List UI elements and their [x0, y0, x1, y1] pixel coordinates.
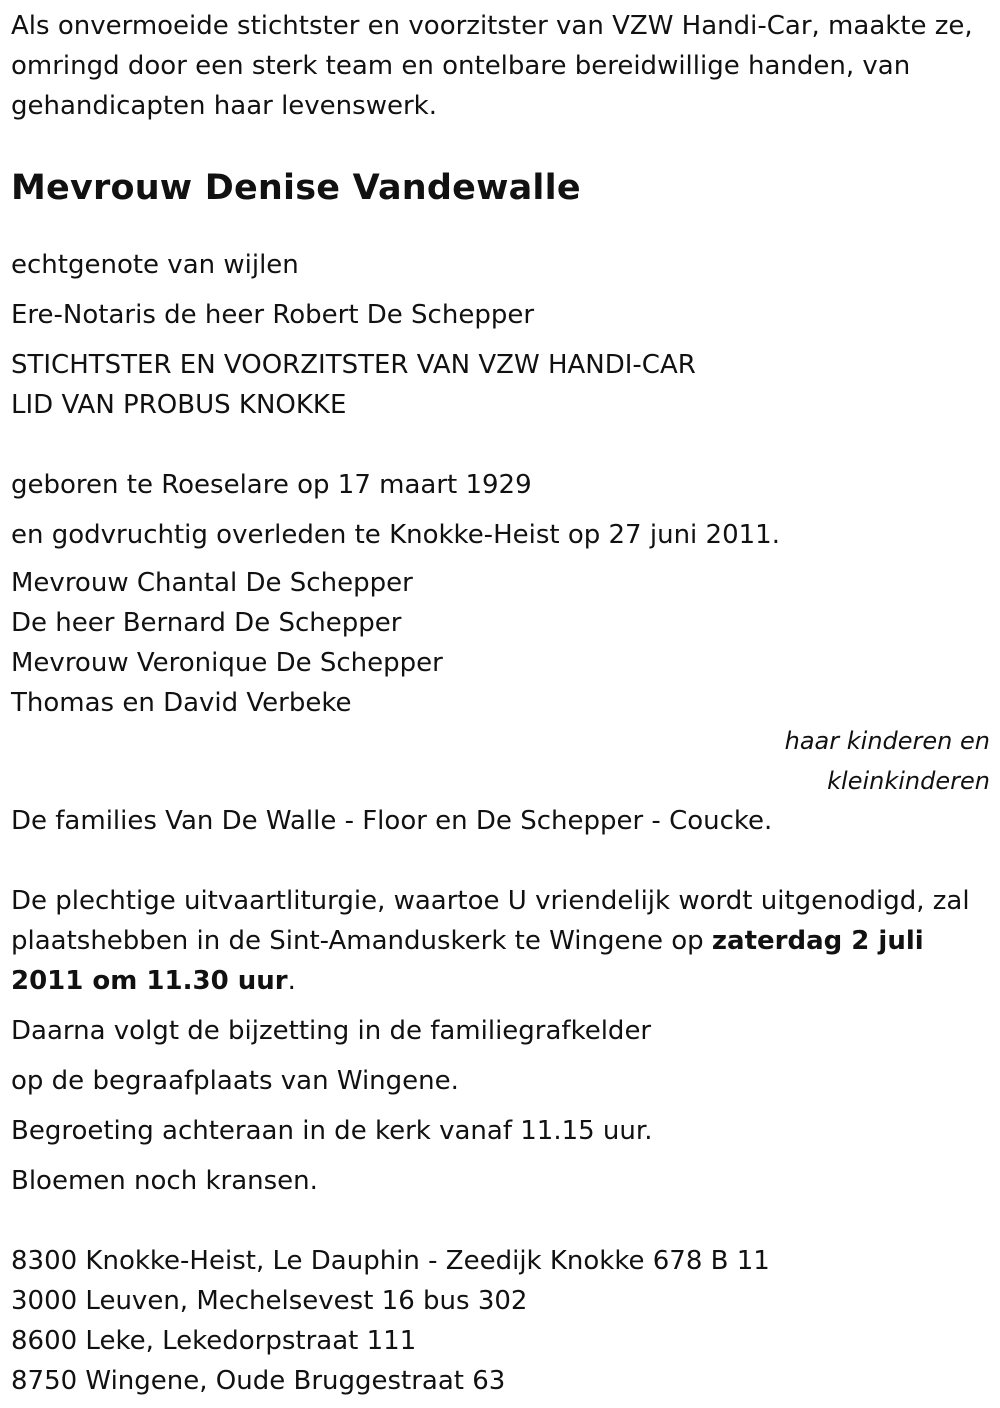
spouse-name: Ere-Notaris de heer Robert De Schepper: [11, 300, 535, 330]
signers-list: [11, 563, 990, 723]
intro-paragraph: Als onvermoeide stichtster en voorzitster van VZW Handi-Car, maakte ze, omringd door een sterk team en ontelbare bereidwillige handen, van gehandicapten haar levenswerk.: [11, 11, 973, 121]
after-line: Begroeting achteraan in de kerk vanaf 11.15 uur.: [11, 1116, 653, 1146]
deceased-name: Mevrouw Denise Vandewalle: [11, 168, 581, 208]
birth-line: geboren te Roeselare op 17 maart 1929: [11, 470, 532, 500]
title-line: LID VAN PROBUS KNOKKE: [11, 390, 347, 420]
signers-role: [11, 721, 990, 801]
spouse-intro: echtgenote van wijlen: [11, 250, 299, 280]
liturgy-paragraph: [11, 881, 990, 1001]
families-line: De families Van De Walle - Floor en De Schepper - Coucke.: [11, 806, 773, 836]
liturgy-date-time: zaterdag 2 juli 2011 om 11.30 uur: [11, 926, 924, 996]
death-line: en godvruchtig overleden te Knokke-Heist op 27 juni 2011.: [11, 520, 780, 550]
liturgy-end: .: [287, 966, 296, 996]
after-line: op de begraafplaats van Wingene.: [11, 1066, 459, 1096]
role-line: kleinkinderen: [827, 767, 990, 795]
after-line: Bloemen noch kransen.: [11, 1166, 318, 1196]
address-line: 3000 Leuven, Mechelsevest 16 bus 302: [11, 1286, 528, 1316]
role-line: haar kinderen en: [784, 727, 990, 755]
title-line: STICHTSTER EN VOORZITSTER VAN VZW HANDI-CAR: [11, 350, 696, 380]
address-line: 8750 Wingene, Oude Bruggestraat 63: [11, 1366, 506, 1396]
liturgy-text: De plechtige uitvaartliturgie, waartoe U vriendelijk wordt uitgenodigd, zal plaatshebben in de Sint-Amanduskerk te Wingene op: [11, 886, 970, 956]
signer-item: De heer Bernard De Schepper: [11, 608, 402, 638]
after-line: Daarna volgt de bijzetting in de familiegrafkelder: [11, 1016, 652, 1046]
signer-item: Mevrouw Chantal De Schepper: [11, 568, 413, 598]
address-line: 8300 Knokke-Heist, Le Dauphin - Zeedijk Knokke 678 B 11: [11, 1246, 770, 1276]
signer-item: Mevrouw Veronique De Schepper: [11, 648, 443, 678]
address-line: 8600 Leke, Lekedorpstraat 111: [11, 1326, 417, 1356]
addresses-block: [11, 1241, 990, 1401]
signer-item: Thomas en David Verbeke: [11, 688, 352, 718]
titles-block: [11, 345, 990, 425]
